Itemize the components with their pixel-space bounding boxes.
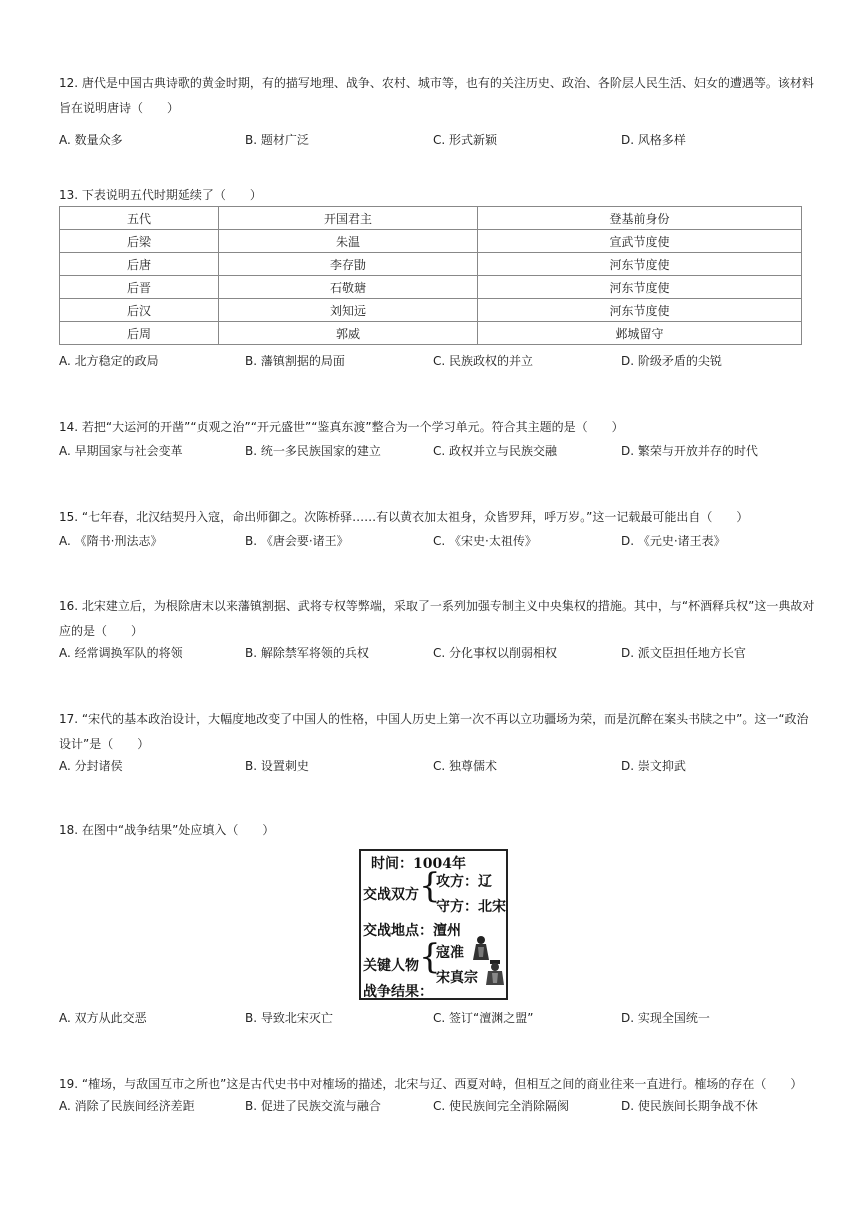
option-c: C. 政权并立与民族交融: [433, 444, 558, 458]
question-12-options: [59, 129, 819, 151]
option-d: D. 派文臣担任地方长官: [621, 646, 746, 660]
table-cell: 河东节度使: [478, 253, 802, 276]
table-header: 登基前身份: [478, 207, 802, 230]
brace-icon: {: [419, 866, 441, 906]
diagram-person-1: 寇准: [436, 945, 464, 961]
option-a: A. 北方稳定的政局: [59, 354, 159, 368]
question-12-stem: 12. 唐代是中国古典诗歌的黄金时期，有的描写地理、战争、农村、城市等，也有的关注历史、政治、各阶层人民生活、妇女的遭遇等。该材料旨在说明唐诗（ ）: [59, 76, 814, 115]
option-b: B. 题材广泛: [245, 133, 309, 147]
diagram-sides-label: 交战双方: [363, 887, 419, 903]
question-13-options: [59, 350, 819, 372]
table-cell: 河东节度使: [478, 276, 802, 299]
option-a: A. 数量众多: [59, 133, 123, 147]
table-cell: 后晋: [60, 276, 219, 299]
question-13-options-wrap: [59, 350, 819, 372]
question-13: [59, 183, 819, 208]
option-d: D. 风格多样: [621, 133, 686, 147]
table-cell: 石敬瑭: [219, 276, 478, 299]
table-cell: 邺城留守: [478, 322, 802, 345]
option-a: A. 《隋书·刑法志》: [59, 534, 163, 548]
option-a: A. 经常调换军队的将领: [59, 646, 183, 660]
option-b: B. 导致北宋灭亡: [245, 1011, 333, 1025]
option-c: C. 民族政权的并立: [433, 354, 534, 368]
diagram-place: 交战地点：澶州: [363, 923, 461, 939]
table-row: [60, 299, 802, 322]
question-14-stem: 14. 若把“大运河的开凿”“贞观之治”“开元盛世”“鉴真东渡”整合为一个学习单元。符合其主题的是（ ）: [59, 420, 624, 434]
option-a: A. 分封诸侯: [59, 759, 123, 773]
question-16-options: [59, 642, 819, 664]
option-b: B. 设置刺史: [245, 759, 309, 773]
table-cell: 郭威: [219, 322, 478, 345]
option-d: D. 《元史·诸王表》: [621, 534, 726, 548]
table-cell: 后汉: [60, 299, 219, 322]
option-a: A. 双方从此交恶: [59, 1011, 147, 1025]
table-row: [60, 276, 802, 299]
option-d: D. 繁荣与开放并存的时代: [621, 444, 758, 458]
table-row: [60, 253, 802, 276]
question-17-stem: 17. “宋代的基本政治设计，大幅度地改变了中国人的性格，中国人历史上第一次不再以立功疆场为荣，而是沉醉在案头书牍之中”。这一“政治设计”是（ ）: [59, 712, 809, 751]
table-cell: 后梁: [60, 230, 219, 253]
question-18-options: [59, 1007, 819, 1029]
option-b: B. 促进了民族交流与融合: [245, 1099, 381, 1113]
option-b: B. 《唐会要·诸王》: [245, 534, 349, 548]
question-15-options: [59, 530, 819, 552]
question-16: [59, 594, 819, 664]
table-cell: 刘知远: [219, 299, 478, 322]
question-15: [59, 505, 819, 552]
option-b: B. 统一多民族国家的建立: [245, 444, 381, 458]
table-row: [60, 230, 802, 253]
diagram-people-label: 关键人物: [363, 958, 419, 974]
option-c: C. 独尊儒术: [433, 759, 498, 773]
option-d: D. 实现全国统一: [621, 1011, 710, 1025]
option-c: C. 分化事权以削弱相权: [433, 646, 558, 660]
question-18-options-wrap: [59, 1007, 819, 1029]
diagram-person-2: 宋真宗: [436, 970, 478, 986]
table-cell: 宣武节度使: [478, 230, 802, 253]
table-cell: 朱温: [219, 230, 478, 253]
diagram-defender: 守方：北宋: [436, 899, 506, 915]
question-17-options: [59, 755, 819, 777]
option-c: C. 形式新颖: [433, 133, 498, 147]
table-cell: 李存勖: [219, 253, 478, 276]
option-a: A. 消除了民族间经济差距: [59, 1099, 195, 1113]
table-row: [60, 322, 802, 345]
table-cell: 河东节度使: [478, 299, 802, 322]
option-a: A. 早期国家与社会变革: [59, 444, 183, 458]
question-14: [59, 415, 819, 462]
option-b: B. 藩镇割据的局面: [245, 354, 345, 368]
portrait-emperor-icon: [485, 960, 505, 990]
question-17: [59, 707, 819, 777]
war-diagram: [359, 849, 508, 1000]
option-b: B. 解除禁军将领的兵权: [245, 646, 369, 660]
option-d: D. 崇文抑武: [621, 759, 686, 773]
diagram-attacker: 攻方：辽: [436, 874, 492, 890]
question-19: [59, 1072, 819, 1117]
dynasty-table: [59, 206, 802, 345]
diagram-time: 时间：1004年: [371, 856, 466, 872]
option-c: C. 使民族间完全消除隔阂: [433, 1099, 570, 1113]
question-18: [59, 818, 819, 843]
table-header-row: [60, 207, 802, 230]
brace-icon: {: [419, 937, 441, 977]
diagram-result: 战争结果：: [363, 984, 433, 1000]
question-19-options: [59, 1095, 819, 1117]
question-19-stem: 19. “榷场，与敌国互市之所也”这是古代史书中对榷场的描述，北宋与辽、西夏对峙，但相互之间的商业往来一直进行。榷场的存在（ ）: [59, 1077, 803, 1091]
question-15-stem: 15. “七年春，北汉结契丹入寇，命出师御之。次陈桥驿……有以黄衣加太祖身，众皆罗拜，呼万岁。”这一记载最可能出自（ ）: [59, 510, 749, 524]
question-12: [59, 71, 819, 151]
question-14-options: [59, 440, 819, 462]
table-cell: 后唐: [60, 253, 219, 276]
option-d: D. 使民族间长期争战不休: [621, 1099, 758, 1113]
option-c: C. 《宋史·太祖传》: [433, 534, 537, 548]
table-header: 开国君主: [219, 207, 478, 230]
question-16-stem: 16. 北宋建立后，为根除唐末以来藩镇割据、武将专权等弊端，采取了一系列加强专制主义中央集权的措施。其中，与“杯酒释兵权”这一典故对应的是（ ）: [59, 599, 815, 638]
question-18-stem: 18. 在图中“战争结果”处应填入（ ）: [59, 823, 275, 837]
table-cell: 后周: [60, 322, 219, 345]
option-d: D. 阶级矛盾的尖锐: [621, 354, 722, 368]
question-13-stem: 13. 下表说明五代时期延续了（ ）: [59, 188, 262, 202]
option-c: C. 签订“澶渊之盟”: [433, 1011, 534, 1025]
table-header: 五代: [60, 207, 219, 230]
